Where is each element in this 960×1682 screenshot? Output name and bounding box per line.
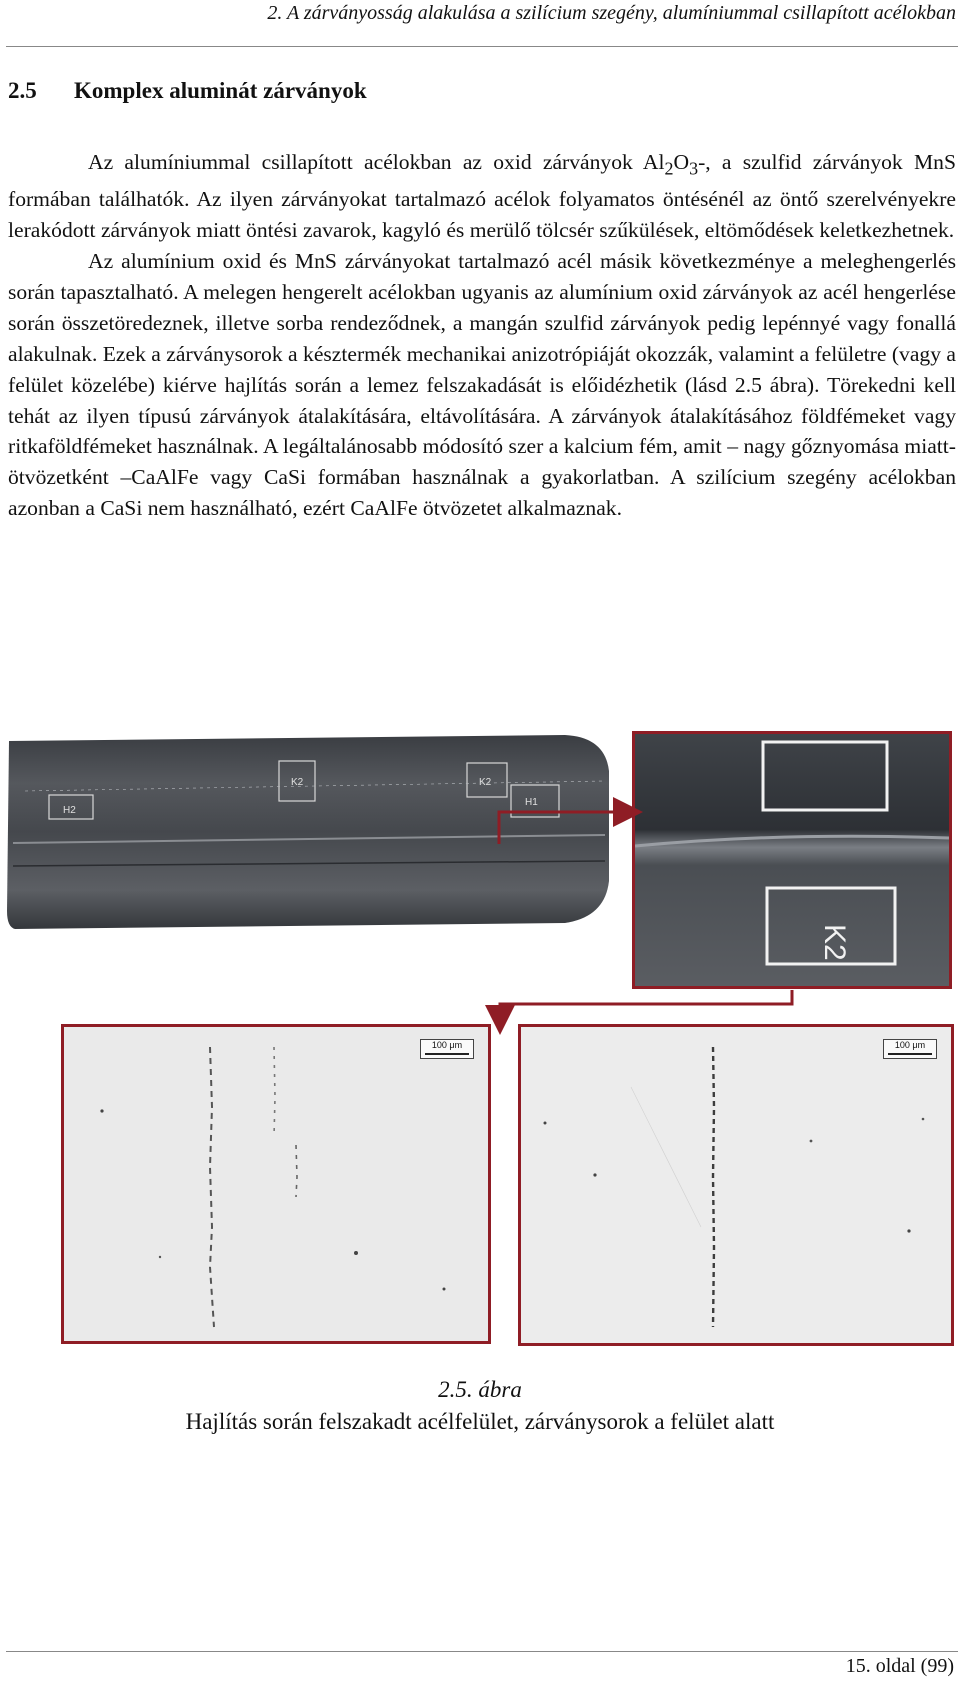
zoom-detail-photo bbox=[632, 731, 952, 989]
scalebar-left: 100 μm bbox=[420, 1039, 474, 1059]
subscript-3: 3 bbox=[689, 158, 699, 179]
zoom-mark-k2: K2 bbox=[818, 924, 851, 961]
steel-bar-illustration bbox=[5, 731, 613, 929]
header-divider bbox=[6, 46, 958, 47]
section-number: 2.5 bbox=[8, 78, 37, 103]
figure-label: 2.5. ábra bbox=[438, 1377, 522, 1402]
section-heading bbox=[8, 78, 367, 104]
micrograph-left bbox=[61, 1024, 491, 1344]
page-number: 15. oldal (99) bbox=[845, 1655, 954, 1677]
paragraph-1-text-a: Az alumíniummal csillapított acélokban az oxid zárványok Al bbox=[88, 150, 665, 174]
micrograph-left-illustration bbox=[64, 1027, 488, 1341]
micrograph-right-illustration bbox=[521, 1027, 951, 1343]
scalebar-right: 100 μm bbox=[883, 1039, 937, 1059]
paragraph-1-text-c: -, a szulfid zárványok MnS formában találhatók. Az ilyen zárványokat tartalmazó acélok folyamatos öntésénél az öntő szerelvényekre lerakódott zárványok miatt öntési zavarok, kagyló és merülő tölcsér szűkülések, eltömődések keletkezhetnek. bbox=[8, 150, 956, 243]
paragraph-2: Az alumínium oxid és MnS zárványokat tartalmazó acél másik következménye a meleghengerlés során tapasztalható. A melegen hengerelt acélokban ugyanis az alumínium oxid zárványok az acél hengerlése során összetöredeznek, illetve sorba rendeződnek, a mangán szulfid zárványok pedig lepénnyé vagy fonallá alakulnak. Ezek a zárványsorok a késztermék mechanikai anizotrópiáját okozzák, valamint a felületre (vagy a felület közelébe) kiérve hajlítás során a lemez felszakadását is előidézhetik (lásd 2.5 ábra). Törekedni kell tehát az ilyen típusú zárványok átalakítására, eltávolítására. A zárványok átalakításához földfémeket vagy ritkaföldfémeket használnak. A legáltalánosabb módosító szer a kalcium fém, amit – nagy gőznyomása miatt-ötvözetként –CaAlFe vagy CaSi formában használnak a gyakorlatban. A szilícium szegény acélokban azonban a CaSi nem használható, ezért CaAlFe ötvözetet alkalmaznak. bbox=[8, 249, 956, 521]
steel-bar-photo bbox=[5, 731, 613, 929]
paragraph-1-text-b: O bbox=[673, 150, 690, 174]
footer-divider bbox=[6, 1651, 958, 1652]
body-text bbox=[8, 147, 956, 524]
photo-mark-h1: H1 bbox=[525, 797, 538, 808]
subscript-2: 2 bbox=[664, 158, 674, 179]
figure-caption: Hajlítás során felszakadt acélfelület, zárványsorok a felület alatt bbox=[185, 1409, 775, 1434]
zoom-detail-illustration bbox=[635, 734, 949, 986]
photo-mark-h2: H2 bbox=[63, 805, 76, 816]
micrograph-right bbox=[518, 1024, 954, 1346]
arrow-to-micrographs bbox=[500, 990, 792, 1020]
photo-mark-k2-a: K2 bbox=[291, 777, 304, 788]
running-header: 2. A zárványosság alakulása a szilícium szegény, alumíniummal csillapított acélokban bbox=[267, 2, 956, 24]
photo-mark-k2-b: K2 bbox=[479, 777, 492, 788]
section-title: Komplex aluminát zárványok bbox=[74, 78, 367, 103]
paragraph-1 bbox=[8, 147, 956, 246]
